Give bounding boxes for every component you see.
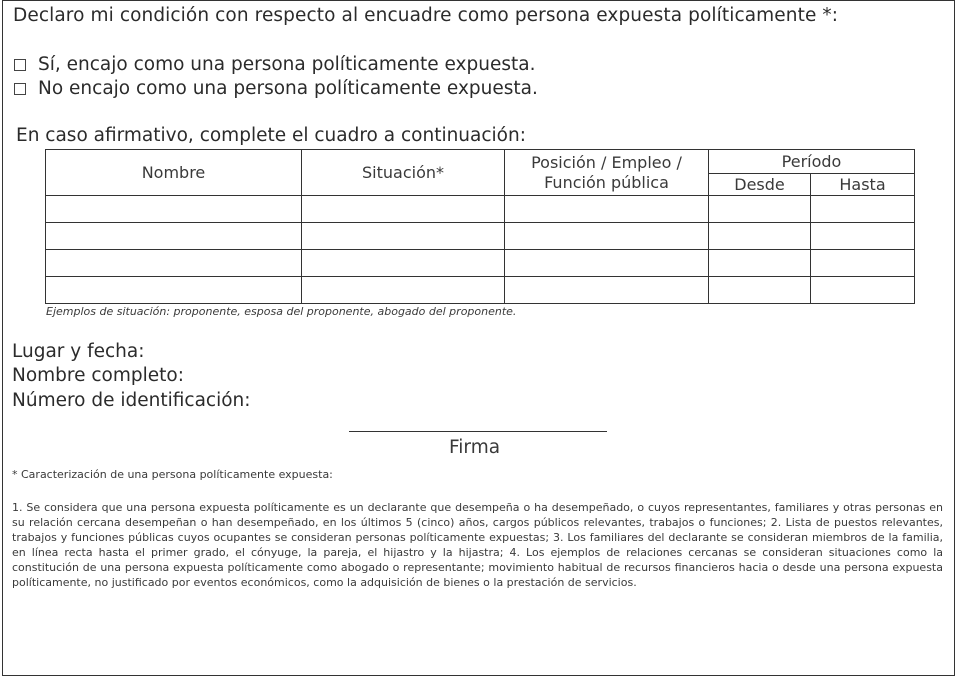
header-posicion-line2: Función pública bbox=[544, 172, 669, 192]
cell-nombre[interactable] bbox=[46, 223, 302, 250]
footnote-heading: * Caracterización de una persona políticamente expuesta: bbox=[12, 468, 333, 481]
nombre-completo-label: Nombre completo: bbox=[12, 365, 184, 386]
checkbox-no[interactable] bbox=[14, 83, 26, 95]
header-periodo: Período bbox=[709, 150, 915, 174]
footnote-definition: 1. Se considera que una persona expuesta políticamente es un declarante que desempeña o ha desempeñado, o cuyos representantes, familiares y otras personas en su relación cercana desempeñan o han desempeñado, en los últimos 5 (cinco) años, cargos públicos relevantes, trabajos o funciones; 2. Lista de puestos relevantes, trabajos y funciones públicas cuyos ocupantes se consideran personas políticamente expuestas; 3. Los familiares del declarante se consideran miembros de la familia, en línea recta hasta el primer grado, el cónyuge, la pareja, el hijastro y la hijastra; 4. Los ejemplos de relaciones cercanas se consideran situaciones como la constitución de una persona expuesta políticamente como abogado o representante; movimiento habitual de recursos financieros hacia o desde una persona expuesta políticamente, no justificado por eventos económicos, como la adquisición de bienes o la prestación de servicios. bbox=[12, 501, 943, 589]
cell-nombre[interactable] bbox=[46, 196, 302, 223]
pep-table bbox=[45, 149, 915, 304]
lugar-fecha-label: Lugar y fecha: bbox=[12, 341, 145, 362]
header-posicion-line1: Posición / Empleo / bbox=[531, 152, 682, 172]
cell-posicion[interactable] bbox=[505, 196, 709, 223]
header-posicion bbox=[505, 150, 709, 196]
option-no[interactable] bbox=[14, 78, 538, 99]
cell-hasta[interactable] bbox=[811, 277, 915, 304]
cell-posicion[interactable] bbox=[505, 277, 709, 304]
cell-nombre[interactable] bbox=[46, 277, 302, 304]
table-row bbox=[46, 250, 915, 277]
header-nombre: Nombre bbox=[46, 150, 302, 196]
header-hasta: Hasta bbox=[811, 174, 915, 196]
situation-examples-note: Ejemplos de situación: proponente, esposa del proponente, abogado del proponente. bbox=[46, 305, 517, 318]
header-desde: Desde bbox=[709, 174, 811, 196]
cell-nombre[interactable] bbox=[46, 250, 302, 277]
cell-hasta[interactable] bbox=[811, 223, 915, 250]
cell-hasta[interactable] bbox=[811, 250, 915, 277]
table-row bbox=[46, 196, 915, 223]
cell-situacion[interactable] bbox=[302, 223, 505, 250]
signature-label: Firma bbox=[449, 437, 501, 458]
option-yes[interactable] bbox=[14, 54, 535, 75]
cell-posicion[interactable] bbox=[505, 223, 709, 250]
table-row bbox=[46, 277, 915, 304]
cell-situacion[interactable] bbox=[302, 196, 505, 223]
signature-line[interactable] bbox=[349, 431, 607, 432]
cell-posicion[interactable] bbox=[505, 250, 709, 277]
cell-desde[interactable] bbox=[709, 277, 811, 304]
cell-desde[interactable] bbox=[709, 196, 811, 223]
table-intro: En caso afirmativo, complete el cuadro a continuación: bbox=[16, 125, 526, 146]
numero-identificacion-label: Número de identificación: bbox=[12, 390, 251, 411]
cell-situacion[interactable] bbox=[302, 250, 505, 277]
cell-desde[interactable] bbox=[709, 250, 811, 277]
cell-desde[interactable] bbox=[709, 223, 811, 250]
cell-situacion[interactable] bbox=[302, 277, 505, 304]
checkbox-yes[interactable] bbox=[14, 59, 26, 71]
declaration-title: Declaro mi condición con respecto al encuadre como persona expuesta políticamente *: bbox=[13, 5, 839, 26]
header-situacion: Situación* bbox=[302, 150, 505, 196]
option-yes-label: Sí, encajo como una persona políticamente expuesta. bbox=[38, 54, 536, 75]
option-no-label: No encajo como una persona políticamente expuesta. bbox=[38, 78, 538, 99]
cell-hasta[interactable] bbox=[811, 196, 915, 223]
table-row bbox=[46, 223, 915, 250]
